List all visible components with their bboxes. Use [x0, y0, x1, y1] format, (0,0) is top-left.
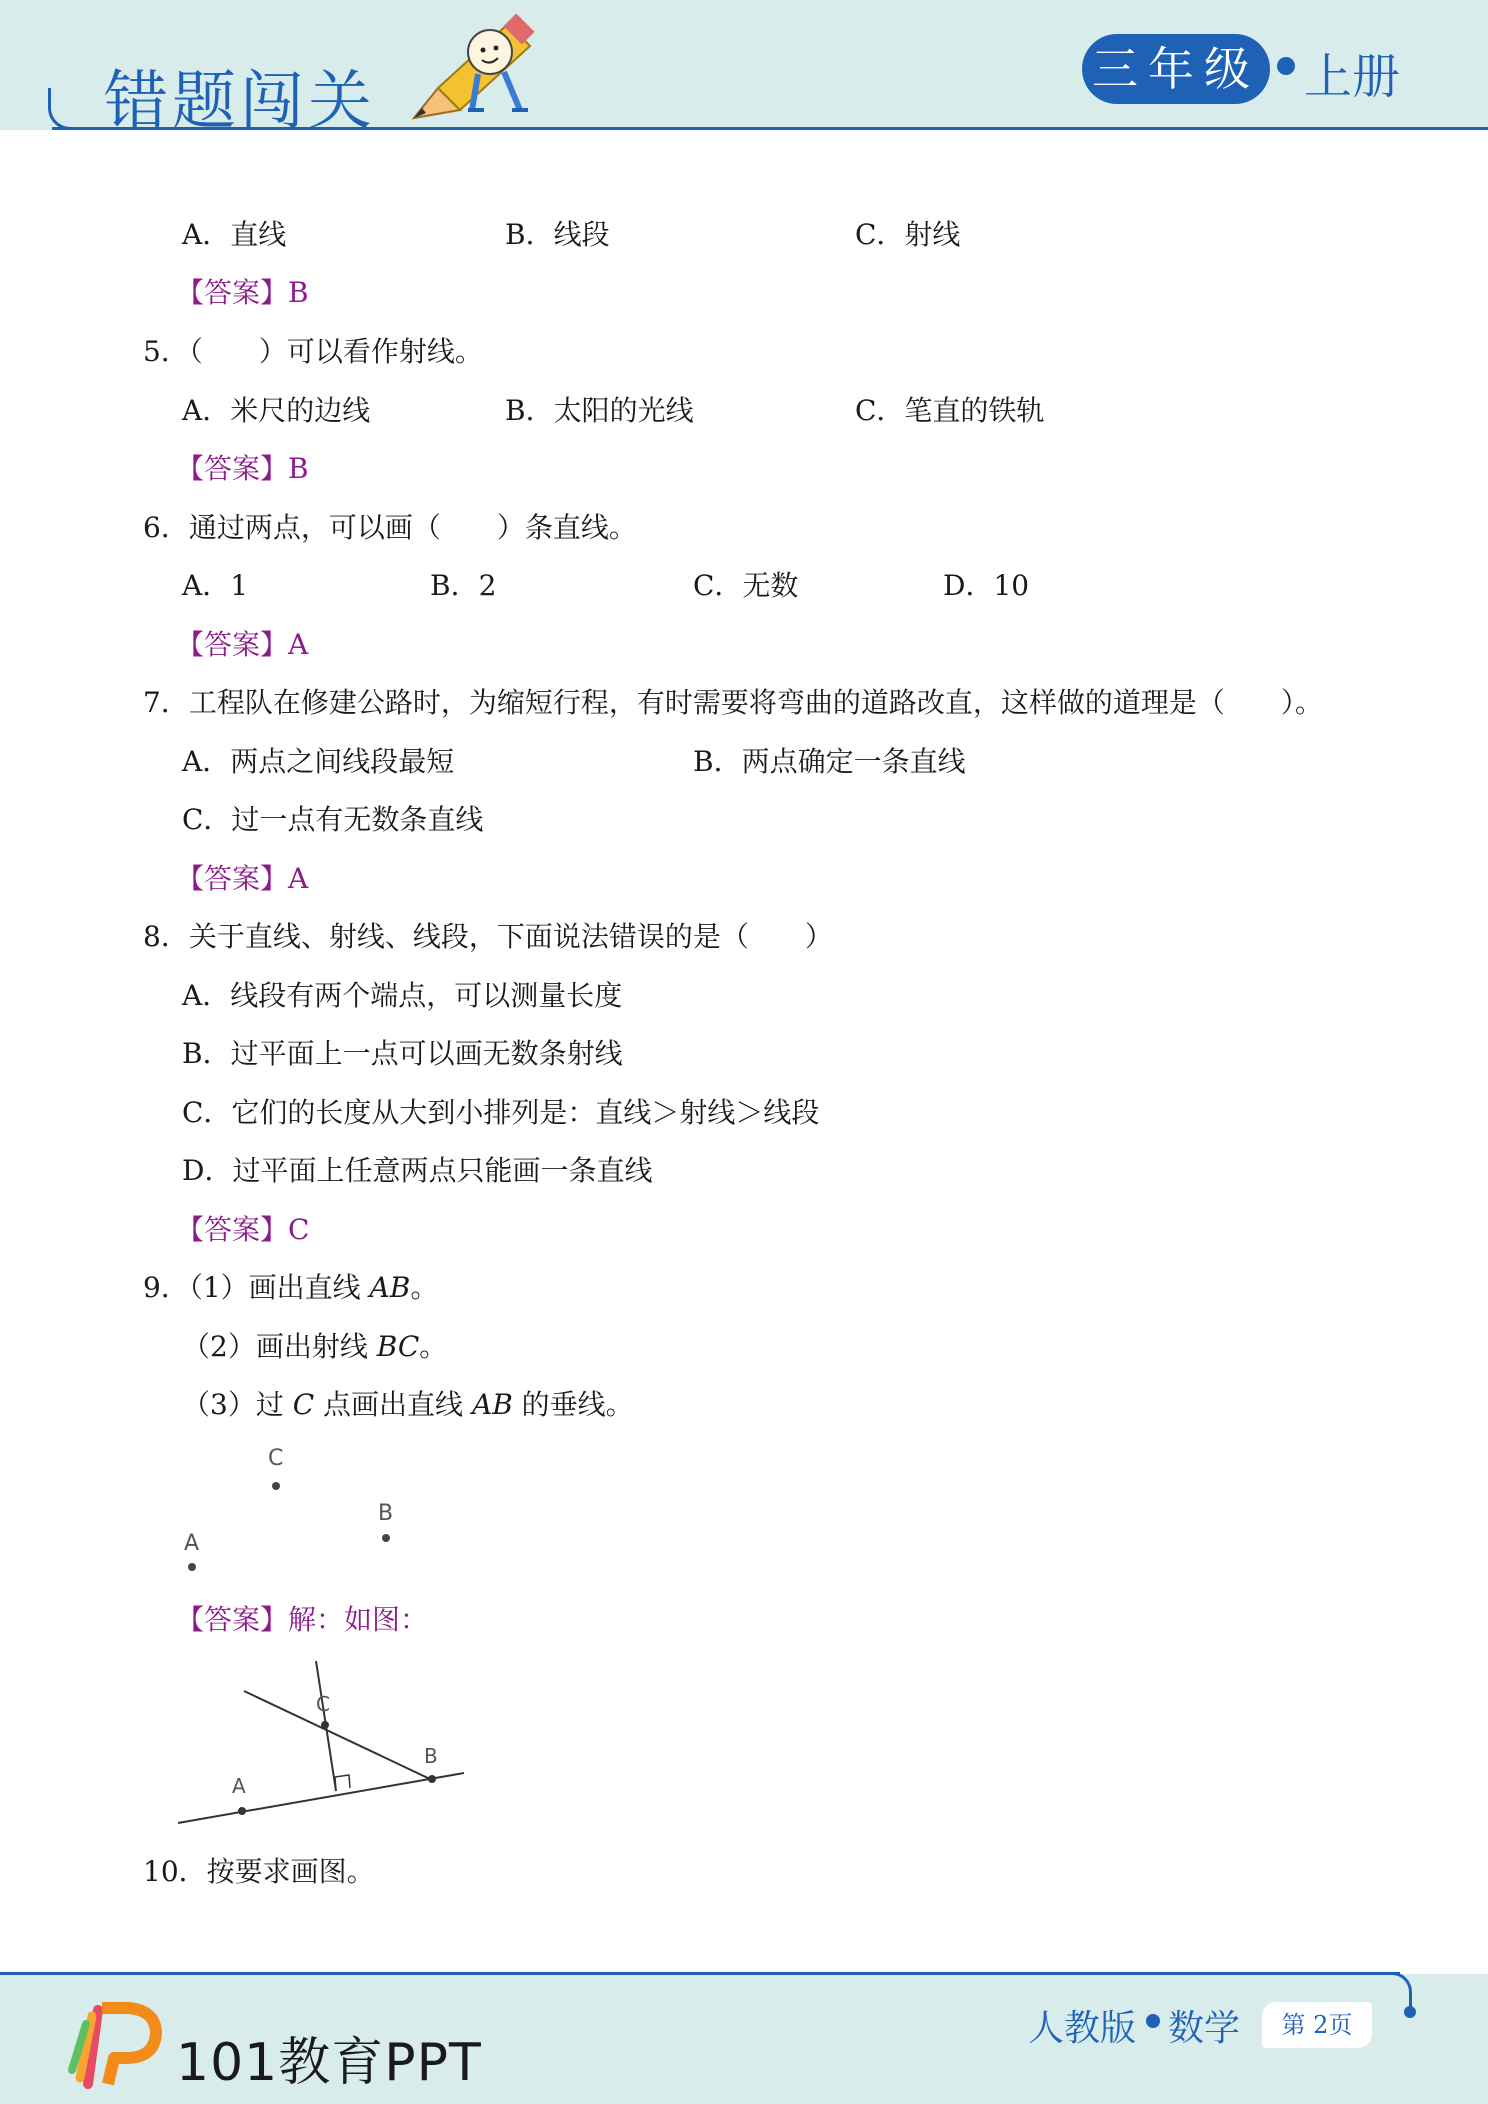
edition-separator-dot [1146, 2014, 1160, 2028]
option-b: B．线段 [505, 218, 610, 251]
question-10: 10．按要求画图。 [143, 1855, 375, 1888]
brand-logo-icon [68, 2000, 168, 2090]
footer-hook-dot [1404, 2006, 1416, 2018]
page-title: 错题闯关 [104, 65, 376, 139]
option-a: A．直线 [182, 218, 287, 251]
footer-divider [0, 1972, 1400, 1975]
points-figure [170, 1440, 430, 1580]
answer-label: 【答案】A [176, 862, 309, 895]
answer-figure [170, 1655, 480, 1835]
option-b: B．太阳的光线 [505, 394, 694, 427]
question-5: 5．（ ）可以看作射线。 [143, 335, 483, 368]
option-b: B．两点确定一条直线 [693, 745, 966, 778]
option-c: C．它们的长度从大到小排列是：直线＞射线＞线段 [182, 1096, 820, 1129]
line-ab [178, 1773, 464, 1823]
question-9-part-3: （3）过 C 点画出直线 AB 的垂线。 [182, 1388, 634, 1421]
option-d: D．10 [943, 569, 1030, 602]
question-8: 8．关于直线、射线、线段，下面说法错误的是（ ） [143, 920, 833, 953]
option-b: B．过平面上一点可以画无数条射线 [182, 1037, 623, 1070]
right-angle-mark [335, 1775, 350, 1791]
edition-label: 人教版 [1028, 2008, 1137, 2049]
answer-label: 【答案】A [176, 628, 309, 661]
option-a: A．两点之间线段最短 [182, 745, 455, 778]
point-b [382, 1534, 390, 1542]
option-d: D．过平面上任意两点只能画一条直线 [182, 1154, 653, 1187]
option-c: C．射线 [855, 218, 961, 251]
option-b: B．2 [430, 569, 497, 602]
point-a-label: A [232, 1774, 246, 1798]
option-a: A．1 [182, 569, 249, 602]
option-c: C．过一点有无数条直线 [182, 803, 484, 836]
answer-label: 【答案】解：如图： [176, 1603, 429, 1636]
pencil-mascot-icon [408, 14, 548, 124]
point-a [188, 1563, 196, 1571]
point-a [238, 1807, 246, 1815]
option-c: C．无数 [693, 569, 799, 602]
subject-label: 数学 [1168, 2008, 1241, 2049]
question-9-part-2: （2）画出射线 BC。 [182, 1330, 448, 1363]
point-b-label: B [424, 1744, 438, 1768]
point-a-label: A [184, 1531, 200, 1556]
question-6: 6．通过两点，可以画（ ）条直线。 [143, 511, 637, 544]
brand-name: 101教育PPT [176, 2033, 482, 2093]
point-c [272, 1482, 280, 1490]
option-a: A．线段有两个端点，可以测量长度 [182, 979, 623, 1012]
point-c-label: C [268, 1446, 284, 1471]
answer-label: 【答案】C [176, 1213, 310, 1246]
grade-separator-dot [1277, 57, 1295, 75]
answer-label: 【答案】B [176, 452, 309, 485]
ray-bc [244, 1691, 430, 1779]
point-b-label: B [378, 1501, 394, 1526]
point-c [321, 1721, 329, 1729]
volume-label: 上册 [1304, 49, 1401, 105]
point-c-label: C [316, 1692, 330, 1716]
page-number: 第 2页 [1262, 2002, 1372, 2048]
point-b [428, 1775, 436, 1783]
question-7: 7．工程队在修建公路时，为缩短行程，有时需要将弯曲的道路改直，这样做的道理是（ ）。 [143, 686, 1323, 719]
grade-badge: 三年级 [1082, 34, 1270, 104]
question-9-part-1: 9．（1）画出直线 AB。 [143, 1271, 439, 1304]
option-a: A．米尺的边线 [182, 394, 371, 427]
answer-label: 【答案】B [176, 276, 309, 309]
option-c: C．笔直的铁轨 [855, 394, 1045, 427]
